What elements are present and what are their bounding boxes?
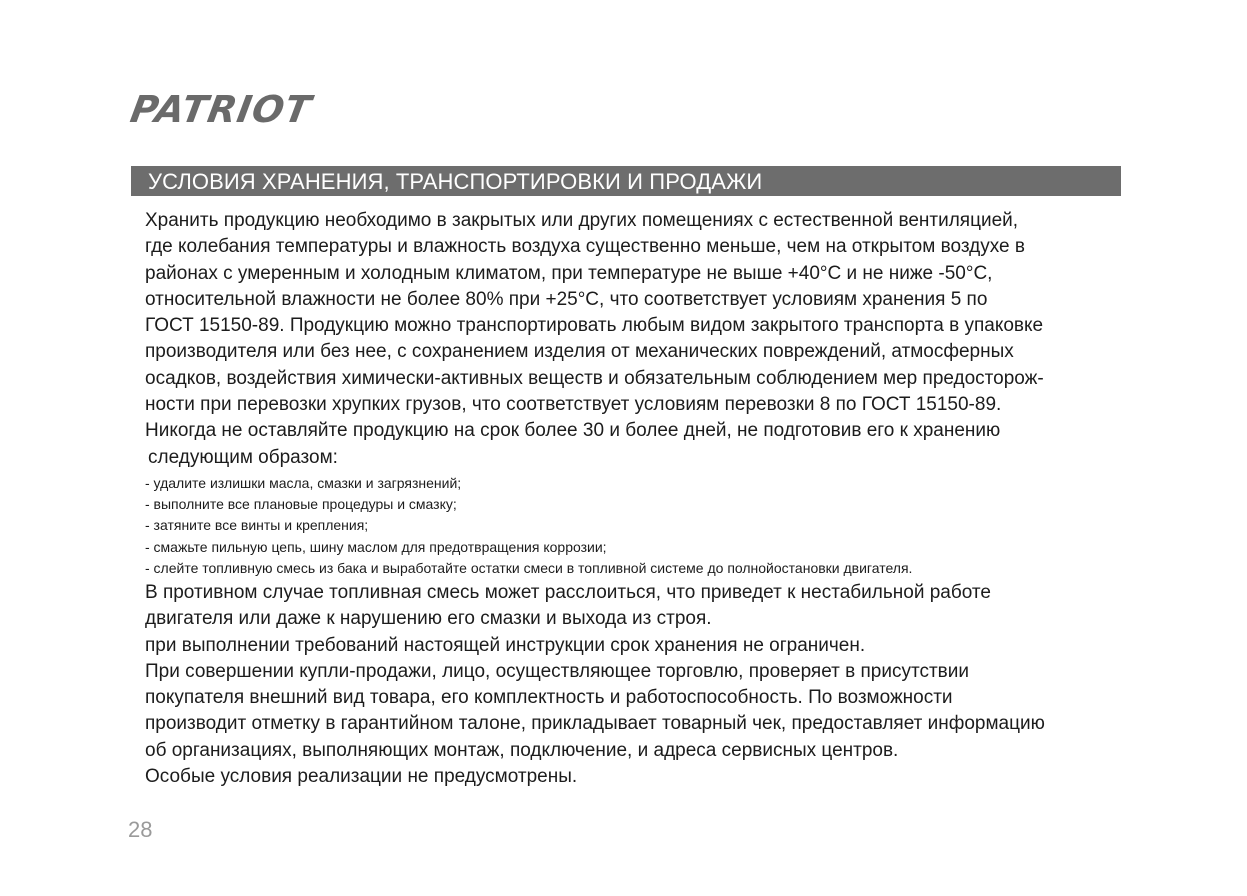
page-number: 28 bbox=[128, 817, 153, 842]
preparation-list bbox=[145, 473, 1130, 579]
paragraph-line: осадков, воздействия химически-активных веществ и обязательным соблюдением мер предосторож- bbox=[145, 367, 1044, 389]
list-item: - удалите излишки масла, смазки и загрязнений; bbox=[145, 474, 462, 491]
paragraph-line: при выполнении требований настоящей инструкции срок хранения не ограничен. bbox=[145, 634, 866, 656]
paragraph-line: При совершении купли-продажи, лицо, осуществляющее торговлю, проверяет в присутствии bbox=[145, 660, 969, 682]
list-item: - затяните все винты и крепления; bbox=[145, 517, 369, 534]
paragraph-line: следующим образом: bbox=[148, 446, 338, 468]
paragraph-line: двигателя или даже к нарушению его смазки и выхода из строя. bbox=[145, 608, 712, 630]
paragraph-line: производителя или без нее, с сохранением изделия от механических повреждений, атмосферных bbox=[145, 341, 1014, 363]
list-item: - смажьте пильную цепь, шину маслом для предотвращения коррозии; bbox=[145, 538, 607, 555]
paragraph-line: Особые условия реализации не предусмотрены. bbox=[145, 766, 578, 788]
paragraph-line: производит отметку в гарантийном талоне, прикладывает товарный чек, предоставляет информацию bbox=[145, 713, 1045, 735]
paragraph-line: Хранить продукцию необходимо в закрытых или других помещениях с естественной вентиляцией, bbox=[145, 210, 1019, 231]
list-item: - выполните все плановые процедуры и смазку; bbox=[145, 496, 457, 513]
paragraph-line: где колебания температуры и влажность воздуха существенно меньше, чем на открытом воздухе в bbox=[145, 236, 1025, 258]
list-item: - слейте топливную смесь из бака и выработайте остатки смеси в топливной системе до полнойостановки двигателя. bbox=[145, 559, 913, 576]
section-title: УСЛОВИЯ ХРАНЕНИЯ, ТРАНСПОРТИРОВКИ И ПРОДАЖИ bbox=[148, 169, 763, 194]
paragraph-line: В противном случае топливная смесь может расслоиться, что приведет к нестабильной работе bbox=[145, 581, 991, 603]
paragraph-line: ности при перевозки хрупких грузов, что соответствует условиям перевозки 8 по ГОСТ 15150-89. bbox=[145, 394, 1002, 416]
paragraph-line: районах с умеренным и холодным климатом, при температуре не выше +40°С и не ниже -50°С, bbox=[145, 262, 993, 284]
section-header-bar bbox=[131, 166, 1121, 196]
paragraph-line: Никогда не оставляйте продукцию на срок более 30 и более дней, не подготовив его к хранению bbox=[145, 420, 1001, 442]
document-body bbox=[145, 208, 1130, 790]
paragraph-line: относительной влажности не более 80% при +25°С, что соответствует условиям хранения 5 по bbox=[145, 288, 988, 310]
patriot-logo: PATRIOT bbox=[127, 88, 315, 131]
paragraph-line: ГОСТ 15150-89. Продукцию можно транспортировать любым видом закрытого транспорта в упаковке bbox=[145, 315, 1044, 337]
paragraph-line: покупателя внешний вид товара, его комплектность и работоспособность. По возможности bbox=[145, 687, 953, 709]
paragraph-line: об организациях, выполняющих монтаж, подключение, и адреса сервисных центров. bbox=[145, 739, 899, 761]
